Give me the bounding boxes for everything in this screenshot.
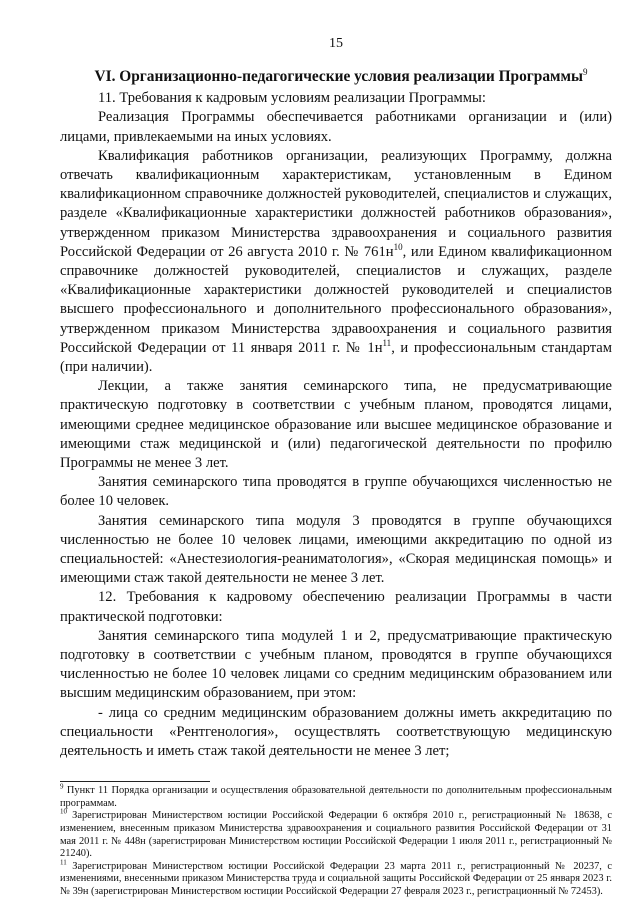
footnote-divider	[60, 781, 210, 782]
paragraph: 11. Требования к кадровым условиям реализации Программы:	[98, 90, 486, 107]
paragraph: Занятия семинарского типа модулей 1 и 2, предусматривающие практическую подготовку в соответствии с учебным планом, проводятся в группе обучающихся численностью не более 10 человек лицами со средним медицинским образованием или высшим медицинским образованием, при этом:	[60, 627, 612, 702]
footnote-number: 10	[60, 807, 67, 816]
footnote-text: Зарегистрирован Министерством юстиции Российской Федерации 23 марта 2011 г., регистрационный № 20237, с изменениями, внесенными приказом Министерства труда и социальной защиты Российской Федерации от 25 января 2023 г. № 39н (зарегистрирован Министерством юстиции Российской Федерации 27 февраля 2023 г., регистрационный № 72453).	[60, 860, 612, 897]
footnote	[60, 807, 612, 860]
footnote-ref: 10	[393, 241, 403, 252]
paragraph: Лекции, а также занятия семинарского типа, не предусматривающие практическую подготовку в соответствии с учебным планом, проводятся лицами, имеющими среднее медицинское образование или высшее медицинское образование и имеющими стаж медицинской и (или) педагогической деятельности по профилю Программы не менее 3 лет.	[60, 378, 612, 471]
paragraph: Занятия семинарского типа модуля 3 проводятся в группе обучающихся численностью не более 10 человек лицами, имеющими аккредитацию по одной из специальностей: «Анестезиология-реаниматология», «Скорая медицинская помощь» и имеющими стаж такой деятельности не менее 3 лет.	[60, 512, 612, 587]
paragraph: 12. Требования к кадровому обеспечению реализации Программы в части практической подготовки:	[60, 589, 612, 625]
footnote-number: 9	[60, 782, 64, 791]
section-title-text: VI. Организационно-педагогические условия реализации Программы	[94, 68, 584, 86]
paragraph-qualification: Квалификация работников организации, реализующих Программу, должна отвечать квалификационным характеристикам, установленным в Едином квалификационном справочнике должностей руководителей, специалистов и служащих, разделе «Квалификационные характеристики должностей работников образования», утвержденном приказом Министерства здравоохранения и социального развития Российской Федерации от 26 августа 2010 г. № 761н$^{10}$, или Едином квалификационном справочнике должностей руководителей, специалистов и служащих, разделе «Квалификационные характеристики должностей руководителей и специалистов высшего профессионального и дополнительного профессионального образования», утвержденном приказом Министерства здравоохранения и социального развития Российской Федерации от 11 января 2011 г. № 1н$^{11}$, и профессиональным стандартам (при наличии).	[60, 147, 613, 375]
footnote	[60, 782, 612, 810]
paragraph: Занятия семинарского типа проводятся в группе обучающихся численностью не более 10 человек.	[60, 474, 612, 510]
paragraph-text: Квалификация работников организации, реализующих Программу, должна отвечать квалификационным характеристикам, установленным в Едином квалификационном справочнике должностей руководителей, специалистов и служащих, разделе «Квалификационные характеристики должностей работников образования», утвержденном приказом Министерства здравоохранения и социального развития Российской Федерации от 26 августа 2010 г. № 761н	[60, 147, 612, 260]
paragraph: Реализация Программы обеспечивается работниками организации и (или) лицами, привлекаемыми на иных условиях.	[60, 109, 612, 145]
section-title-footnote-ref: 9	[583, 67, 588, 77]
paragraph-text: или Едином квалификационном справочнике должностей руководителей, специалистов и служащих, разделе «Квалификационные характеристики должностей руководителей и специалистов высшего профессионального и дополнительного профессионального образования», утвержденном приказом Министерства здравоохранения и социального развития Российской Федерации от 11 января 2011 г. № 1н	[60, 243, 613, 356]
footnotes	[60, 782, 612, 898]
footnote-text: Зарегистрирован Министерством юстиции Российской Федерации 6 октября 2010 г., регистрационный № 18638, с изменением, внесенным приказом Министерства здравоохранения и социального развития Российской Федерации от 31 мая 2011 г. № 448н (зарегистрирован Министерством юстиции Российской Федерации 1 июля 2011 г., регистрационный № 21240).	[60, 810, 612, 860]
footnote-ref: 11	[382, 337, 392, 348]
footnote-text: Пункт 11 Порядка организации и осуществления образовательной деятельности по дополнительным профессиональным программам.	[60, 785, 612, 809]
footnote-number: 11	[60, 858, 67, 867]
page-number: 15	[329, 36, 343, 51]
paragraph-text: , и профессиональным стандартам (при наличии).	[60, 339, 613, 375]
paragraph: - лица со средним медицинским образованием должны иметь аккредитацию по специальности «Рентгенология», осуществлять соответствующую медицинскую деятельность и иметь стаж такой деятельности не менее 3 лет;	[60, 704, 612, 760]
document-body	[60, 89, 612, 761]
section-title	[60, 63, 612, 86]
footnote	[60, 858, 612, 899]
